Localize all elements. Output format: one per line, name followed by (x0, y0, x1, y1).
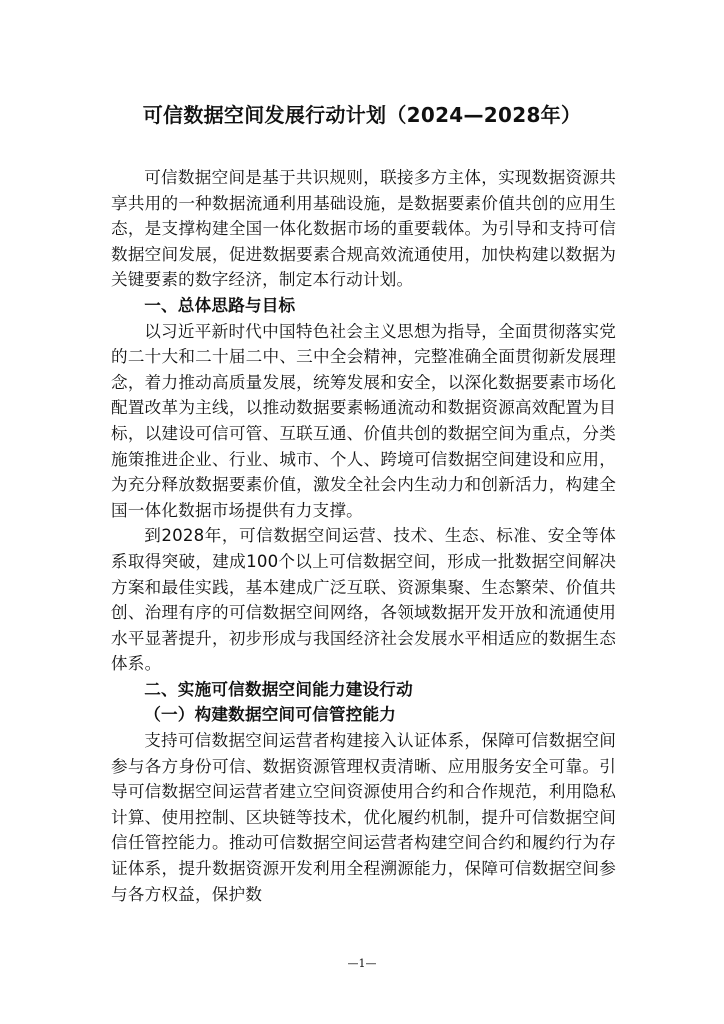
intro-paragraph: 可信数据空间是基于共识规则，联接多方主体，实现数据资源共享共用的一种数据流通利用基础设施，是数据要素价值共创的应用生态，是支撑构建全国一体化数据市场的重要载体。为引导和支持可信数据空间发展，促进数据要素合规高效流通使用，加快构建以数据为关键要素的数字经济，制定本行动计划。 (111, 168, 616, 290)
section-1-paragraph-2: 到2028年，可信数据空间运营、技术、生态、标准、安全等体系取得突破，建成100个以上可信数据空间，形成一批数据空间解决方案和最佳实践，基本建成广泛互联、资源集聚、生态繁荣、价值共创、治理有序的可信数据空间网络，各领域数据开发开放和流通使用水平显著提升，初步形成与我国经济社会发展水平相适应的数据生态体系。 (111, 526, 616, 674)
subsection-1-paragraph-1: 支持可信数据空间运营者构建接入认证体系，保障可信数据空间参与各方身份可信、数据资源管理权责清晰、应用服务安全可靠。引导可信数据空间运营者建立空间资源使用合约和合作规范，利用隐私计算、使用控制、区块链等技术，优化履约机制，提升可信数据空间信任管控能力。推动可信数据空间运营者构建空间合约和履约行为存证体系，提升数据资源开发利用全程溯源能力，保障可信数据空间参与各方权益，保护数 (111, 731, 616, 904)
document-title: 可信数据空间发展行动计划（2024—2028年） (142, 103, 582, 127)
section-heading-1: 一、总体思路与目标 (144, 295, 296, 315)
section-1-paragraph-1: 以习近平新时代中国特色社会主义思想为指导，全面贯彻落实党的二十大和二十届二中、三中全会精神，完整准确全面贯彻新发展理念，着力推动高质量发展，统筹发展和安全，以深化数据要素市场化配置改革为主线，以推动数据要素畅通流动和数据资源高效配置为目标，以建设可信可管、互联互通、价值共创的数据空间为重点，分类施策推进企业、行业、城市、个人、跨境可信数据空间建设和应用，为充分释放数据要素价值，激发全社会内生动力和创新活力，构建全国一体化数据市场提供有力支撑。 (111, 321, 616, 520)
subsection-heading-1: （一）构建数据空间可信管控能力 (144, 705, 397, 725)
section-heading-2: 二、实施可信数据空间能力建设行动 (144, 679, 413, 699)
document-body (111, 165, 616, 907)
page-number: —1— (347, 957, 377, 970)
